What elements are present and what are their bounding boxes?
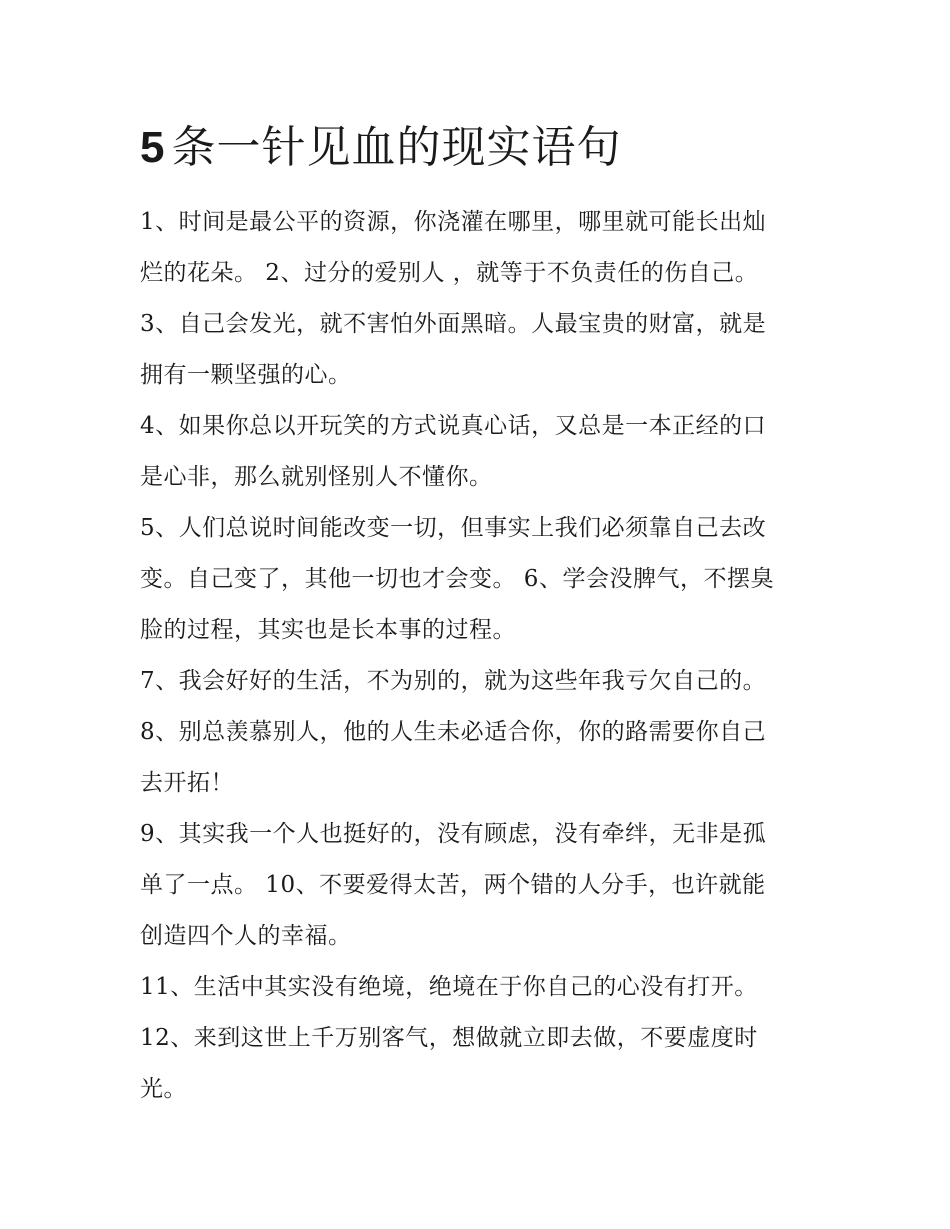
text-line: 1、时间是最公平的资源，你浇灌在哪里，哪里就可能长出灿: [140, 209, 767, 235]
text-line: 12、来到这世上千万别客气，想做就立即去做，不要虚度时: [140, 1025, 758, 1051]
text-line: 烂的花朵。 2、过分的爱别人 ，就等于不负责任的伤自己。: [140, 260, 759, 286]
text-line: 光。: [140, 1076, 187, 1102]
text-line: 去开拓！: [140, 770, 234, 796]
title-text: 条一针见血的现实语句: [171, 122, 622, 173]
text-line: 9、其实我一个人也挺好的，没有顾虑，没有牵绊，无非是孤: [140, 821, 767, 847]
text-line: 3、自己会发光，就不害怕外面黑暗。人最宝贵的财富，就是: [140, 311, 767, 337]
text-line: 11、生活中其实没有绝境，绝境在于你自己的心没有打开。: [140, 974, 758, 1000]
body-text: [140, 197, 820, 1115]
text-line: 8、别总羡慕别人，他的人生未必适合你，你的路需要你自己: [140, 719, 767, 745]
title-number: 5: [140, 123, 166, 172]
text-line: 是心非，那么就别怪别人不懂你。: [140, 464, 493, 490]
text-line: 脸的过程，其实也是长本事的过程。: [140, 617, 516, 643]
text-line: 变。自己变了，其他一切也才会变。 6、学会没脾气，不摆臭: [140, 566, 774, 592]
page-title: [140, 118, 621, 178]
text-line: 单了一点。 10、不要爱得太苦，两个错的人分手，也许就能: [140, 872, 766, 898]
text-line: 7、我会好好的生活，不为别的，就为这些年我亏欠自己的。: [140, 668, 767, 694]
text-line: 5、人们总说时间能改变一切，但事实上我们必须靠自己去改: [140, 515, 767, 541]
text-line: 4、如果你总以开玩笑的方式说真心话，又总是一本正经的口: [140, 413, 767, 439]
text-line: 拥有一颗坚强的心。: [140, 362, 352, 388]
text-line: 创造四个人的幸福。: [140, 923, 352, 949]
